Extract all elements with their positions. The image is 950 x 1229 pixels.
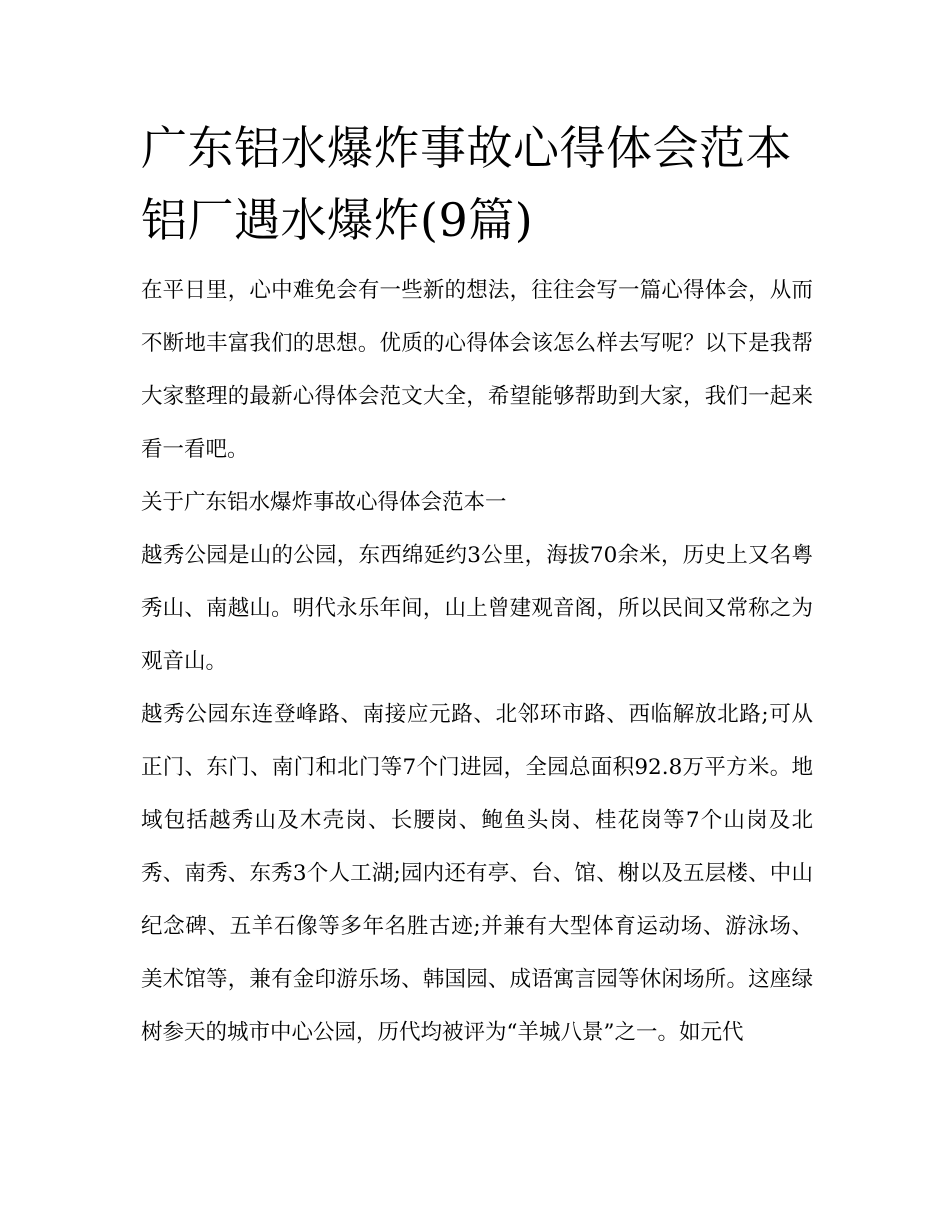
intro-paragraph: 在平日里，心中难免会有一些新的想法，往往会写一篇心得体会，从而不断地丰富我们的思想。优质的心得体会该怎么样去写呢？以下是我帮大家整理的最新心得体会范文大全，希望能够帮助到大家，我们一起来看一看吧。 — [141, 278, 813, 462]
document-title: 广东铝水爆炸事故心得体会范本 铝厂遇水爆炸(9篇) — [141, 121, 792, 247]
body-paragraph-1: 越秀公园是山的公园，东西绵延约3公里，海拔70余米，历史上又名粤秀山、南越山。明代永乐年间，山上曾建观音阁，所以民间又常称之为观音山。 — [141, 543, 813, 674]
document-body — [141, 112, 813, 1059]
section-heading: 关于广东铝水爆炸事故心得体会范本一 — [141, 490, 507, 515]
body-paragraph-2: 越秀公园东连登峰路、南接应元路、北邻环市路、西临解放北路;可从正门、东门、南门和北门等7个门进园，全园总面积92.8万平方米。地域包括越秀山及木壳岗、长腰岗、鲍鱼头岗、桂花岗等7个山岗及北秀、南秀、东秀3个人工湖;园内还有亭、台、馆、榭以及五层楼、中山纪念碑、五羊石像等多年名胜古迹;并兼有大型体育运动场、游泳场、美术馆等，兼有金印游乐场、韩国园、成语寓言园等休闲场所。这座绿树参天的城市中心公园，历代均被评为“羊城八景”之一。如元代 — [141, 702, 813, 1045]
